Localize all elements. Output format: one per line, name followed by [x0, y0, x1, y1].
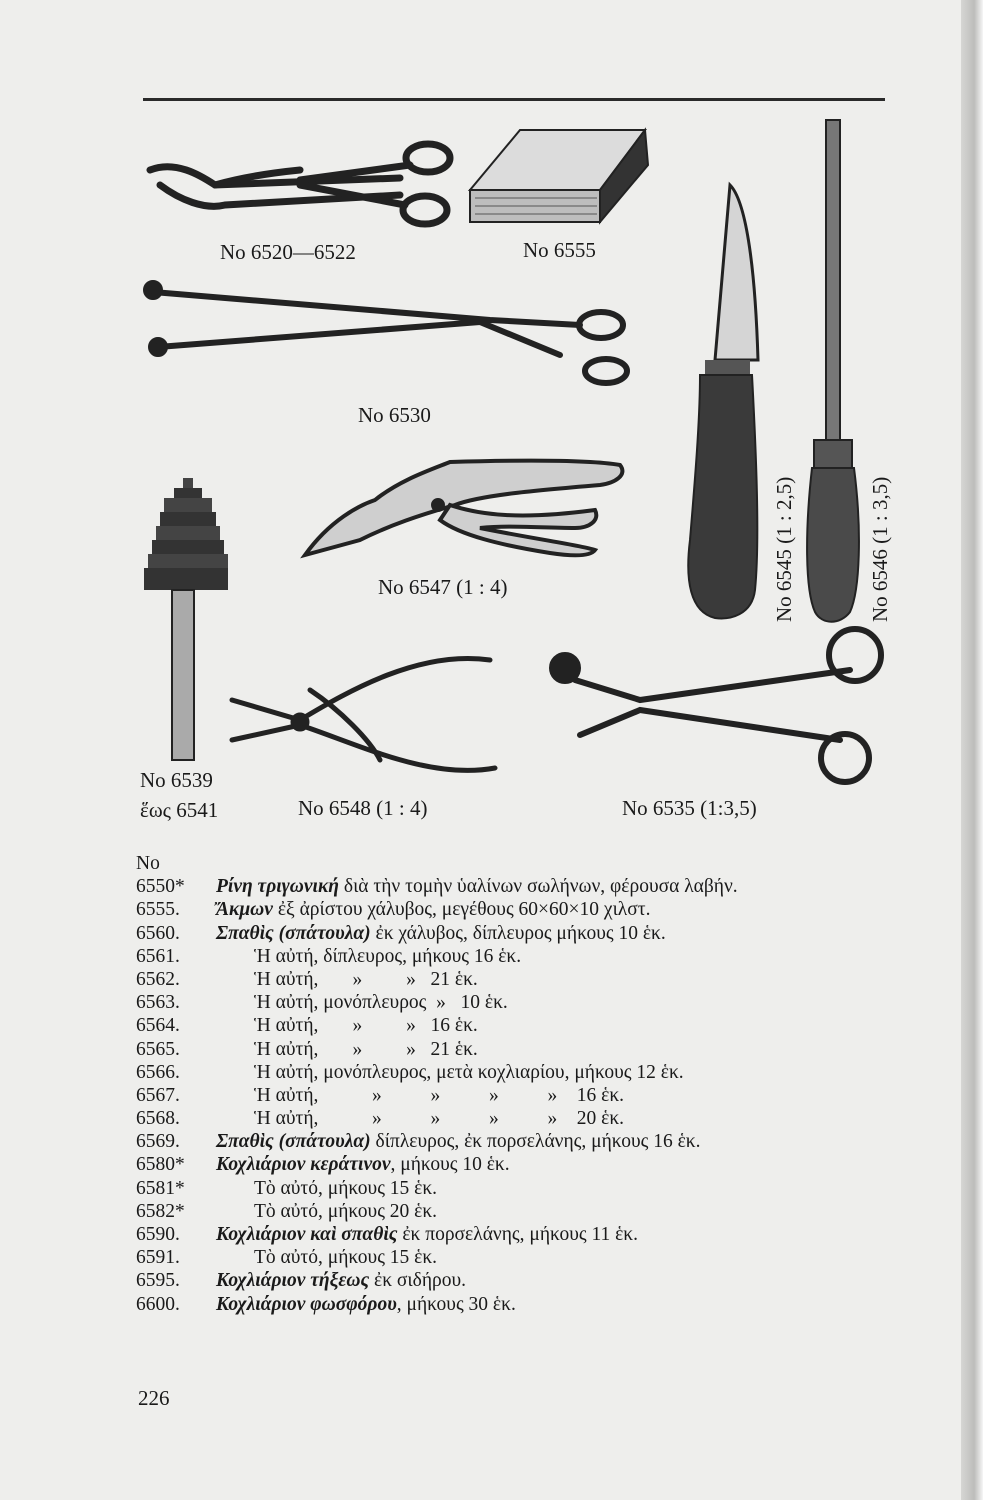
file-6546-illustration [807, 120, 859, 622]
caption-6555: No 6555 [523, 238, 596, 262]
caption-6539-range: ἕως 6541 [140, 798, 219, 822]
item-number: 6566. [136, 1061, 180, 1083]
item-number: 6567. [136, 1084, 180, 1106]
caption-6545: No 6545 (1 : 2,5) [772, 476, 796, 622]
caption-6546: No 6546 (1 : 3,5) [868, 476, 892, 622]
item-name: Σπαθὶς (σπάτουλα) [216, 1131, 371, 1153]
tongs-6535-illustration [552, 629, 881, 782]
item-number: 6560. [136, 922, 180, 944]
list-item [136, 1293, 896, 1316]
item-number: 6568. [136, 1108, 180, 1130]
item-name: Σπαθὶς (σπάτουλα) [216, 922, 371, 944]
item-description [216, 1293, 516, 1316]
list-item [136, 898, 896, 921]
item-description [216, 1223, 638, 1246]
item-text: Τὸ αὐτό, μήκους 15 ἑκ. [254, 1177, 438, 1199]
item-name: Ρίνη τριγωνική [216, 876, 339, 898]
item-number: 6562. [136, 968, 180, 990]
item-description [216, 1269, 466, 1292]
list-item [136, 1130, 896, 1153]
pliers-6547-illustration [305, 461, 622, 556]
item-description [216, 1130, 700, 1153]
item-text: Τὸ αὐτό, μήκους 20 ἑκ. [254, 1200, 438, 1222]
item-description [254, 1061, 684, 1084]
anvil-block-6555-illustration [470, 130, 648, 222]
caption-6539: No 6539 [140, 768, 213, 792]
item-text: ἐξ ἀρίστου χάλυβος, μεγέθους 60×60×10 χιλστ. [272, 899, 651, 921]
item-description [254, 1246, 437, 1269]
page-number: 226 [138, 1386, 170, 1410]
item-text: ἐκ σιδήρου. [369, 1270, 467, 1292]
item-description [254, 1107, 624, 1130]
item-description [254, 945, 521, 968]
list-item [136, 1153, 896, 1176]
list-item [136, 1061, 896, 1084]
list-item [136, 1246, 896, 1269]
tongs-6520-illustration [150, 144, 450, 224]
item-name: Κοχλιάριον τήξεως [216, 1270, 370, 1292]
item-number: 6582* [136, 1200, 185, 1222]
list-item [136, 1038, 896, 1061]
list-item [136, 1014, 896, 1037]
item-description [254, 1177, 437, 1200]
item-description [254, 968, 478, 991]
item-name: Κοχλιάριον κεράτινον [216, 1154, 391, 1176]
list-item [136, 875, 896, 898]
list-item [136, 945, 896, 968]
list-item [136, 1107, 896, 1130]
caption-6530: No 6530 [358, 403, 431, 427]
item-number: 6590. [136, 1224, 180, 1245]
item-number: 6581* [136, 1177, 185, 1199]
item-number: 6591. [136, 1247, 180, 1269]
item-number: 6565. [136, 1038, 180, 1060]
item-text: Ἡ αὐτή, » » » » 16 ἑκ. [254, 1084, 625, 1106]
item-number: 6569. [136, 1131, 180, 1153]
item-description [254, 991, 508, 1014]
item-number: 6563. [136, 992, 180, 1014]
list-item [136, 1177, 896, 1200]
item-number: 6561. [136, 945, 180, 967]
item-text: Ἡ αὐτή, » » 16 ἑκ. [254, 1015, 478, 1037]
item-name: Ἄκμων [216, 899, 273, 921]
item-text: Ἡ αὐτή, » » » » 20 ἑκ. [254, 1108, 625, 1130]
caption-6520: No 6520—6522 [220, 240, 356, 264]
item-text: Ἡ αὐτή, δίπλευρος, μήκους 16 ἑκ. [254, 945, 522, 967]
item-description [254, 1200, 437, 1223]
item-text: Τὸ αὐτό, μήκους 15 ἑκ. [254, 1247, 438, 1269]
item-description [254, 1014, 478, 1037]
item-number: 6595. [136, 1270, 180, 1292]
list-item [136, 1269, 896, 1292]
list-item [136, 1084, 896, 1107]
item-text: Ἡ αὐτή, μονόπλευρος, μετὰ κοχλιαρίου, μήκους 12 ἑκ. [254, 1061, 684, 1083]
list-item [136, 922, 896, 945]
item-text: Ἡ αὐτή, μονόπλευρος » 10 ἑκ. [254, 992, 508, 1014]
item-description [254, 1084, 624, 1107]
item-text: διὰ τὴν τομὴν ὑαλίνων σωλήνων, φέρουσα λαβήν. [339, 876, 738, 898]
item-name: Κοχλιάριον καὶ σπαθὶς [216, 1224, 398, 1245]
item-text: , μήκους 30 ἑκ. [396, 1293, 516, 1315]
caption-6547: No 6547 (1 : 4) [378, 575, 508, 599]
list-header: No [136, 853, 160, 874]
list-item [136, 991, 896, 1014]
cork-borer-6539-illustration [144, 478, 228, 760]
item-description [216, 898, 651, 921]
item-number: 6600. [136, 1293, 180, 1315]
caption-6535: No 6535 (1:3,5) [622, 796, 757, 820]
list-item [136, 1200, 896, 1223]
pliers-6548-illustration [232, 658, 495, 770]
item-name: Κοχλιάριον φωσφόρου [216, 1293, 397, 1315]
item-text: ἐκ χάλυβος, δίπλευρος μήκους 10 ἑκ. [370, 922, 666, 944]
item-description [254, 1038, 478, 1061]
item-number: 6555. [136, 899, 180, 921]
list-item [136, 1223, 896, 1246]
item-text: Ἡ αὐτή, » » 21 ἑκ. [254, 968, 478, 990]
catalog-list [136, 852, 896, 1316]
item-text: , μήκους 10 ἑκ. [390, 1154, 510, 1176]
item-description [216, 922, 666, 945]
list-item [136, 968, 896, 991]
item-number: 6564. [136, 1015, 180, 1037]
caption-6548: No 6548 (1 : 4) [298, 796, 428, 820]
item-text: δίπλευρος, ἐκ πορσελάνης, μήκους 16 ἑκ. [370, 1131, 701, 1153]
item-description [216, 875, 738, 898]
item-text: ἐκ πορσελάνης, μήκους 11 ἑκ. [397, 1224, 638, 1245]
knife-6545-illustration [688, 185, 758, 618]
item-text: Ἡ αὐτή, » » 21 ἑκ. [254, 1038, 478, 1060]
item-description [216, 1153, 510, 1176]
item-number: 6580* [136, 1154, 185, 1176]
item-number: 6550* [136, 876, 185, 898]
tongs-6530-illustration [146, 283, 627, 383]
